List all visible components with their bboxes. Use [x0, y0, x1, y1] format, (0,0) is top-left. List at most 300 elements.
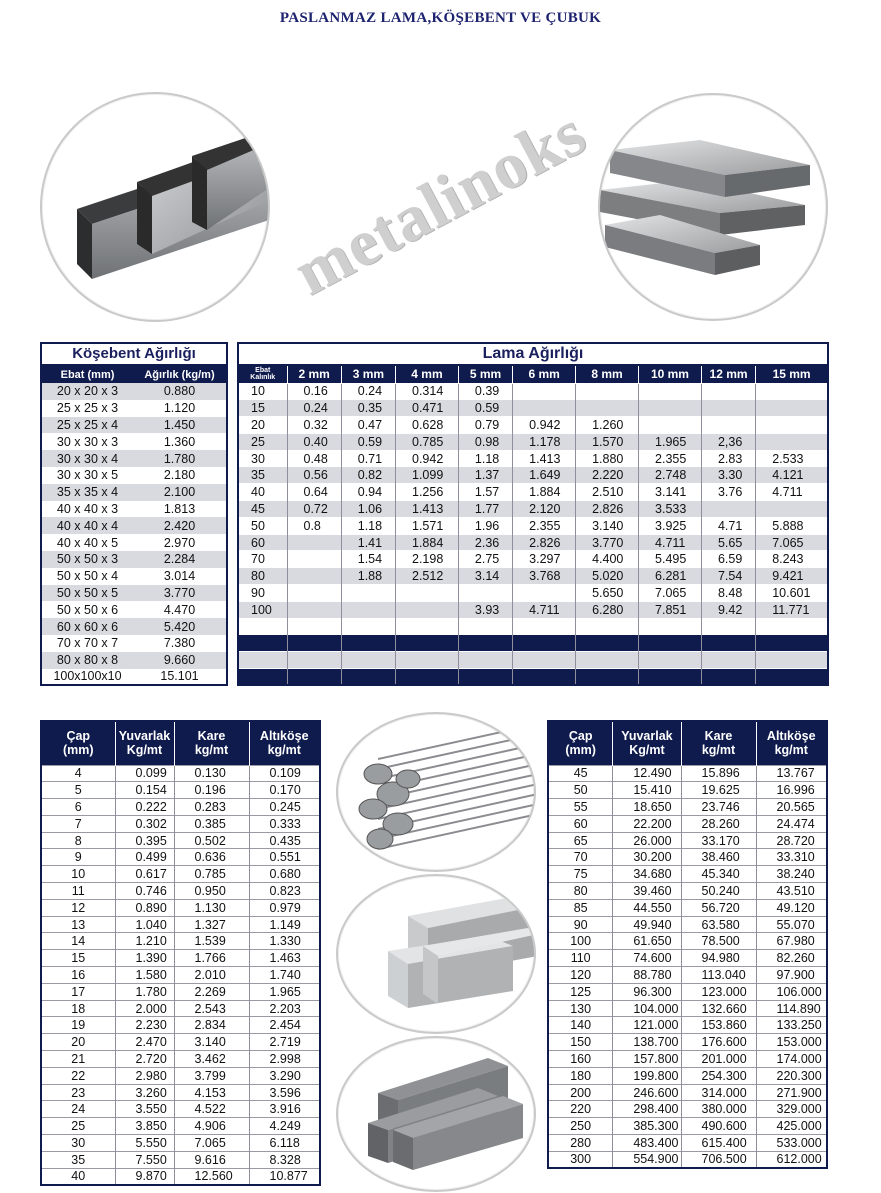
lama-weight-cell: [756, 501, 828, 518]
lama-weight-cell: 11.771: [756, 601, 828, 618]
cubuk-row: [548, 967, 827, 984]
cubuk-weight-cell: 3.799: [174, 1067, 249, 1084]
lama-weight-cell: 1.884: [513, 484, 576, 501]
cubuk-weight-cell: 0.130: [174, 765, 249, 782]
cubuk-weight-cell: 38.460: [681, 849, 756, 866]
kosebent-weight-cell: 2.420: [133, 517, 227, 534]
cubuk-weight-cell: 490.600: [681, 1118, 756, 1135]
cubuk-row: [41, 983, 320, 1000]
cubuk-diameter-cell: 10: [41, 866, 115, 883]
watermark-logo: metalinoks: [282, 95, 598, 310]
kosebent-ebat-cell: 60 x 60 x 6: [41, 618, 133, 635]
cubuk-weight-cell: 43.510: [756, 883, 827, 900]
cubuk-weight-cell: 612.000: [756, 1151, 827, 1168]
cubuk-weight-cell: 0.283: [174, 799, 249, 816]
cubuk-weight-cell: 82.260: [756, 950, 827, 967]
cubuk-weight-cell: 483.400: [613, 1135, 681, 1152]
kosebent-weight-cell: 2.284: [133, 551, 227, 568]
cubuk-diameter-cell: 20: [41, 1034, 115, 1051]
kosebent-ebat-cell: 50 x 50 x 4: [41, 568, 133, 585]
lama-weight-cell: 1.413: [513, 450, 576, 467]
lama-weight-cell: [701, 417, 755, 434]
cubuk-weight-cell: 2.980: [115, 1067, 174, 1084]
cubuk-row: [548, 1084, 827, 1101]
lama-weight-cell: 3.141: [639, 484, 702, 501]
lama-weight-cell: 3.770: [576, 534, 639, 551]
cubuk-weight-cell: 16.996: [756, 782, 827, 799]
cubuk-diameter-cell: 125: [548, 983, 613, 1000]
lama-thickness-header: 4 mm: [396, 365, 459, 383]
cubuk-diameter-cell: 23: [41, 1084, 115, 1101]
cubuk-diameter-cell: 100: [548, 933, 613, 950]
cubuk-weight-cell: 0.950: [174, 883, 249, 900]
cubuk-row: [41, 1051, 320, 1068]
cubuk-weight-cell: 0.502: [174, 832, 249, 849]
lama-weight-cell: 1.96: [458, 517, 512, 534]
lama-width-cell: 60: [238, 534, 287, 551]
cubuk-weight-cell: 9.616: [174, 1151, 249, 1168]
kosebent-row: [41, 635, 227, 652]
cubuk-table-left: [40, 720, 321, 1186]
cubuk-weight-cell: 3.916: [249, 1101, 320, 1118]
lama-weight-cell: 0.59: [458, 400, 512, 417]
lama-weight-cell: 1.178: [513, 433, 576, 450]
kosebent-weight-cell: 4.470: [133, 601, 227, 618]
cubuk-row: [41, 782, 320, 799]
cubuk-weight-cell: 61.650: [613, 933, 681, 950]
cubuk-weight-cell: 533.000: [756, 1135, 827, 1152]
cubuk-weight-cell: 39.460: [613, 883, 681, 900]
cubuk-right-header: [756, 721, 827, 765]
cubuk-weight-cell: 201.000: [681, 1051, 756, 1068]
cubuk-weight-cell: 1.766: [174, 950, 249, 967]
cubuk-diameter-cell: 50: [548, 782, 613, 799]
lama-weight-cell: 4.400: [576, 551, 639, 568]
cubuk-diameter-cell: 6: [41, 799, 115, 816]
cubuk-weight-cell: 153.860: [681, 1017, 756, 1034]
cubuk-diameter-cell: 90: [548, 916, 613, 933]
kosebent-ebat-cell: 70 x 70 x 7: [41, 635, 133, 652]
cubuk-diameter-cell: 150: [548, 1034, 613, 1051]
cubuk-weight-cell: 97.900: [756, 967, 827, 984]
lama-empty-cell: [396, 652, 459, 669]
cubuk-weight-cell: 2.269: [174, 983, 249, 1000]
lama-empty-cell: [287, 652, 341, 669]
lama-weight-cell: 3.93: [458, 601, 512, 618]
cubuk-row: [41, 849, 320, 866]
cubuk-weight-cell: 0.680: [249, 866, 320, 883]
cubuk-weight-cell: 7.550: [115, 1151, 174, 1168]
cubuk-weight-cell: 12.560: [174, 1168, 249, 1185]
angle-bar-photo: [40, 92, 270, 322]
cubuk-left-header: [174, 721, 249, 765]
kosebent-weight-cell: 1.360: [133, 433, 227, 450]
lama-weight-cell: 1.88: [341, 568, 395, 585]
lama-corner-kalinlik: Kalınlık: [250, 374, 276, 382]
cubuk-diameter-cell: 4: [41, 765, 115, 782]
cubuk-weight-cell: 0.333: [249, 815, 320, 832]
cubuk-diameter-cell: 11: [41, 883, 115, 900]
cubuk-weight-cell: 0.099: [115, 765, 174, 782]
lama-weight-cell: 1.41: [341, 534, 395, 551]
lama-width-cell: 70: [238, 551, 287, 568]
lama-weight-cell: [287, 551, 341, 568]
lama-weight-cell: 4.71: [701, 517, 755, 534]
cubuk-weight-cell: 1.327: [174, 916, 249, 933]
cubuk-row: [41, 1168, 320, 1185]
lama-row: [238, 501, 828, 518]
cubuk-diameter-cell: 35: [41, 1151, 115, 1168]
lama-weight-cell: 0.72: [287, 501, 341, 518]
lama-row: [238, 467, 828, 484]
round-bar-photo: [336, 712, 536, 872]
kosebent-ebat-cell: 30 x 30 x 4: [41, 450, 133, 467]
lama-weight-cell: [639, 383, 702, 400]
cubuk-weight-cell: 4.153: [174, 1084, 249, 1101]
cubuk-right-header: [613, 721, 681, 765]
cubuk-weight-cell: 199.800: [613, 1067, 681, 1084]
cubuk-weight-cell: 0.499: [115, 849, 174, 866]
cubuk-weight-cell: 1.040: [115, 916, 174, 933]
cubuk-row: [548, 1000, 827, 1017]
cubuk-weight-cell: 0.245: [249, 799, 320, 816]
cubuk-weight-cell: 9.870: [115, 1168, 174, 1185]
cubuk-weight-cell: 1.580: [115, 967, 174, 984]
cubuk-row: [548, 832, 827, 849]
cubuk-weight-cell: 3.290: [249, 1067, 320, 1084]
cubuk-weight-cell: 0.170: [249, 782, 320, 799]
cubuk-weight-cell: 153.000: [756, 1034, 827, 1051]
cubuk-weight-cell: 5.550: [115, 1135, 174, 1152]
lama-weight-cell: [576, 400, 639, 417]
cubuk-weight-cell: 220.300: [756, 1067, 827, 1084]
kosebent-row: [41, 517, 227, 534]
cubuk-row: [548, 1118, 827, 1135]
lama-corner-ebat: Ebat: [255, 367, 271, 375]
square-bar-photo: [336, 874, 536, 1034]
cubuk-weight-cell: 15.410: [613, 782, 681, 799]
cubuk-row: [548, 799, 827, 816]
cubuk-diameter-cell: 220: [548, 1101, 613, 1118]
cubuk-weight-cell: 0.785: [174, 866, 249, 883]
cubuk-weight-cell: 1.740: [249, 967, 320, 984]
cubuk-header-label: Yuvarlak Kg/mt: [118, 729, 171, 758]
cubuk-weight-cell: 0.636: [174, 849, 249, 866]
lama-corner-header: [238, 365, 287, 383]
lama-weight-cell: 1.37: [458, 467, 512, 484]
cubuk-weight-cell: 1.210: [115, 933, 174, 950]
lama-weight-cell: 5.65: [701, 534, 755, 551]
lama-weight-cell: [756, 433, 828, 450]
cubuk-weight-cell: 12.490: [613, 765, 681, 782]
lama-weight-cell: 0.16: [287, 383, 341, 400]
cubuk-row: [41, 832, 320, 849]
cubuk-row: [41, 1000, 320, 1017]
lama-filler-row: [238, 618, 828, 635]
lama-weight-cell: 0.942: [513, 417, 576, 434]
lama-thickness-header: 15 mm: [756, 365, 828, 383]
lama-weight-cell: 6.280: [576, 601, 639, 618]
lama-weight-cell: 4.711: [513, 601, 576, 618]
lama-weight-cell: 0.79: [458, 417, 512, 434]
cubuk-row: [41, 1067, 320, 1084]
cubuk-weight-cell: 132.660: [681, 1000, 756, 1017]
cubuk-header-label: Çap (mm): [62, 729, 94, 758]
cubuk-weight-cell: 106.000: [756, 983, 827, 1000]
lama-thickness-header: 5 mm: [458, 365, 512, 383]
cubuk-weight-cell: 78.500: [681, 933, 756, 950]
cubuk-weight-cell: 123.000: [681, 983, 756, 1000]
cubuk-weight-cell: 2.203: [249, 1000, 320, 1017]
cubuk-diameter-cell: 85: [548, 899, 613, 916]
lama-weight-cell: [341, 585, 395, 602]
lama-title: Lama Ağırlığı: [238, 343, 828, 365]
cubuk-header-label: Çap (mm): [565, 729, 596, 758]
cubuk-weight-cell: 7.065: [174, 1135, 249, 1152]
cubuk-weight-cell: 615.400: [681, 1135, 756, 1152]
cubuk-weight-cell: 0.823: [249, 883, 320, 900]
lama-weight-cell: 1.18: [341, 517, 395, 534]
lama-weight-cell: 3.14: [458, 568, 512, 585]
cubuk-diameter-cell: 7: [41, 815, 115, 832]
cubuk-weight-cell: 425.000: [756, 1118, 827, 1135]
lama-empty-cell: [701, 618, 755, 635]
cubuk-weight-cell: 96.300: [613, 983, 681, 1000]
kosebent-ebat-cell: 50 x 50 x 6: [41, 601, 133, 618]
cubuk-table-right: [547, 720, 828, 1169]
cubuk-diameter-cell: 40: [41, 1168, 115, 1185]
cubuk-weight-cell: 33.170: [681, 832, 756, 849]
lama-thickness-header: 10 mm: [639, 365, 702, 383]
cubuk-weight-cell: 0.979: [249, 899, 320, 916]
lama-width-cell: 25: [238, 433, 287, 450]
lama-weight-cell: 2.355: [639, 450, 702, 467]
lama-weight-cell: 0.71: [341, 450, 395, 467]
cubuk-weight-cell: 176.600: [681, 1034, 756, 1051]
lama-width-cell: 20: [238, 417, 287, 434]
cubuk-row: [548, 815, 827, 832]
kosebent-ebat-cell: 40 x 40 x 3: [41, 501, 133, 518]
cubuk-row: [548, 933, 827, 950]
cubuk-diameter-cell: 200: [548, 1084, 613, 1101]
cubuk-weight-cell: 22.200: [613, 815, 681, 832]
cubuk-weight-cell: 38.240: [756, 866, 827, 883]
lama-weight-cell: 6.281: [639, 568, 702, 585]
kosebent-row: [41, 551, 227, 568]
cubuk-weight-cell: 4.249: [249, 1118, 320, 1135]
cubuk-weight-cell: 0.154: [115, 782, 174, 799]
lama-empty-cell: [701, 669, 755, 686]
cubuk-diameter-cell: 9: [41, 849, 115, 866]
lama-weight-cell: [756, 383, 828, 400]
kosebent-row: [41, 568, 227, 585]
cubuk-header-label: Altıköşe kg/mt: [259, 729, 309, 758]
kosebent-ebat-cell: 30 x 30 x 5: [41, 467, 133, 484]
lama-empty-cell: [701, 652, 755, 669]
lama-weight-cell: 2.120: [513, 501, 576, 518]
cubuk-weight-cell: 3.550: [115, 1101, 174, 1118]
lama-weight-cell: 1.18: [458, 450, 512, 467]
cubuk-diameter-cell: 70: [548, 849, 613, 866]
cubuk-weight-cell: 0.109: [249, 765, 320, 782]
cubuk-diameter-cell: 80: [548, 883, 613, 900]
lama-empty-cell: [396, 618, 459, 635]
kosebent-weight-cell: 1.450: [133, 417, 227, 434]
cubuk-weight-cell: 3.596: [249, 1084, 320, 1101]
lama-weight-cell: 4.711: [756, 484, 828, 501]
kosebent-ebat-cell: 25 x 25 x 3: [41, 400, 133, 417]
cubuk-weight-cell: 24.474: [756, 815, 827, 832]
lama-weight-cell: 2.75: [458, 551, 512, 568]
lama-empty-cell: [513, 618, 576, 635]
lama-empty-cell: [396, 669, 459, 686]
kosebent-weight-cell: 15.101: [133, 669, 227, 686]
cubuk-diameter-cell: 130: [548, 1000, 613, 1017]
cubuk-weight-cell: 4.522: [174, 1101, 249, 1118]
lama-weight-cell: 3.768: [513, 568, 576, 585]
lama-empty-cell: [576, 669, 639, 686]
cubuk-weight-cell: 2.230: [115, 1017, 174, 1034]
lama-weight-cell: [701, 501, 755, 518]
lama-weight-cell: [341, 601, 395, 618]
cubuk-weight-cell: 0.746: [115, 883, 174, 900]
cubuk-diameter-cell: 5: [41, 782, 115, 799]
lama-weight-cell: [701, 400, 755, 417]
lama-empty-cell: [458, 669, 512, 686]
lama-weight-cell: 1.884: [396, 534, 459, 551]
cubuk-weight-cell: 3.850: [115, 1118, 174, 1135]
cubuk-weight-cell: 18.650: [613, 799, 681, 816]
lama-width-cell: 50: [238, 517, 287, 534]
lama-width-cell: 45: [238, 501, 287, 518]
lama-weight-cell: 0.59: [341, 433, 395, 450]
cubuk-row: [41, 950, 320, 967]
cubuk-row: [41, 799, 320, 816]
cubuk-diameter-cell: 250: [548, 1118, 613, 1135]
lama-weight-cell: 0.82: [341, 467, 395, 484]
cubuk-row: [41, 1101, 320, 1118]
cubuk-diameter-cell: 22: [41, 1067, 115, 1084]
kosebent-row: [41, 450, 227, 467]
lama-weight-cell: 4.121: [756, 467, 828, 484]
kosebent-row: [41, 417, 227, 434]
cubuk-weight-cell: 2.010: [174, 967, 249, 984]
lama-empty-cell: [396, 635, 459, 652]
cubuk-weight-cell: 3.140: [174, 1034, 249, 1051]
cubuk-weight-cell: 0.395: [115, 832, 174, 849]
lama-weight-cell: [639, 400, 702, 417]
lama-empty-cell: [639, 635, 702, 652]
lama-row: [238, 568, 828, 585]
lama-weight-cell: [756, 400, 828, 417]
lama-weight-cell: 1.570: [576, 433, 639, 450]
lama-row: [238, 383, 828, 400]
cubuk-weight-cell: 1.330: [249, 933, 320, 950]
cubuk-weight-cell: 706.500: [681, 1151, 756, 1168]
lama-filler-row: [238, 652, 828, 669]
cubuk-weight-cell: 121.000: [613, 1017, 681, 1034]
lama-weight-cell: 2.826: [576, 501, 639, 518]
lama-width-cell: 40: [238, 484, 287, 501]
lama-weight-cell: 2.220: [576, 467, 639, 484]
lama-row: [238, 433, 828, 450]
cubuk-weight-cell: 2.998: [249, 1051, 320, 1068]
lama-width-cell: 90: [238, 585, 287, 602]
kosebent-ebat-cell: 50 x 50 x 5: [41, 585, 133, 602]
lama-width-cell: 10: [238, 383, 287, 400]
cubuk-weight-cell: 329.000: [756, 1101, 827, 1118]
cubuk-diameter-cell: 160: [548, 1051, 613, 1068]
cubuk-weight-cell: 88.780: [613, 967, 681, 984]
lama-weight-cell: 0.24: [341, 383, 395, 400]
lama-weight-cell: 5.495: [639, 551, 702, 568]
lama-weight-cell: 0.64: [287, 484, 341, 501]
cubuk-weight-cell: 28.720: [756, 832, 827, 849]
lama-empty-cell: [756, 635, 828, 652]
lama-filler-row: [238, 635, 828, 652]
cubuk-row: [548, 849, 827, 866]
cubuk-diameter-cell: 18: [41, 1000, 115, 1017]
cubuk-weight-cell: 104.000: [613, 1000, 681, 1017]
cubuk-weight-cell: 44.550: [613, 899, 681, 916]
cubuk-row: [548, 1101, 827, 1118]
lama-weight-cell: 1.57: [458, 484, 512, 501]
kosebent-ebat-cell: 30 x 30 x 3: [41, 433, 133, 450]
cubuk-weight-cell: 271.900: [756, 1084, 827, 1101]
lama-weight-cell: [701, 383, 755, 400]
lama-weight-cell: 2.826: [513, 534, 576, 551]
cubuk-weight-cell: 56.720: [681, 899, 756, 916]
lama-empty-cell: [639, 652, 702, 669]
kosebent-weight-cell: 3.014: [133, 568, 227, 585]
lama-weight-cell: 0.471: [396, 400, 459, 417]
cubuk-weight-cell: 0.222: [115, 799, 174, 816]
lama-weight-cell: 8.48: [701, 585, 755, 602]
cubuk-weight-cell: 33.310: [756, 849, 827, 866]
lama-empty-cell: [576, 618, 639, 635]
lama-weight-cell: 1.649: [513, 467, 576, 484]
lama-thickness-header: 3 mm: [341, 365, 395, 383]
lama-empty-cell: [238, 669, 287, 686]
cubuk-diameter-cell: 17: [41, 983, 115, 1000]
cubuk-diameter-cell: 8: [41, 832, 115, 849]
lama-empty-cell: [238, 652, 287, 669]
kosebent-table: [40, 342, 228, 686]
kosebent-row: [41, 383, 227, 400]
lama-empty-cell: [341, 618, 395, 635]
lama-weight-cell: [396, 601, 459, 618]
cubuk-weight-cell: 2.543: [174, 1000, 249, 1017]
kosebent-row: [41, 433, 227, 450]
lama-width-cell: 35: [238, 467, 287, 484]
kosebent-row: [41, 585, 227, 602]
cubuk-weight-cell: 113.040: [681, 967, 756, 984]
lama-weight-cell: 3.76: [701, 484, 755, 501]
cubuk-row: [41, 883, 320, 900]
lama-weight-cell: 1.880: [576, 450, 639, 467]
lama-weight-cell: 0.40: [287, 433, 341, 450]
cubuk-weight-cell: 314.000: [681, 1084, 756, 1101]
lama-weight-cell: 1.06: [341, 501, 395, 518]
cubuk-row: [41, 916, 320, 933]
cubuk-weight-cell: 15.896: [681, 765, 756, 782]
kosebent-row: [41, 618, 227, 635]
cubuk-weight-cell: 55.070: [756, 916, 827, 933]
cubuk-weight-cell: 0.385: [174, 815, 249, 832]
lama-weight-cell: 0.785: [396, 433, 459, 450]
cubuk-header-label: Altıköşe kg/mt: [766, 729, 816, 758]
cubuk-row: [548, 883, 827, 900]
